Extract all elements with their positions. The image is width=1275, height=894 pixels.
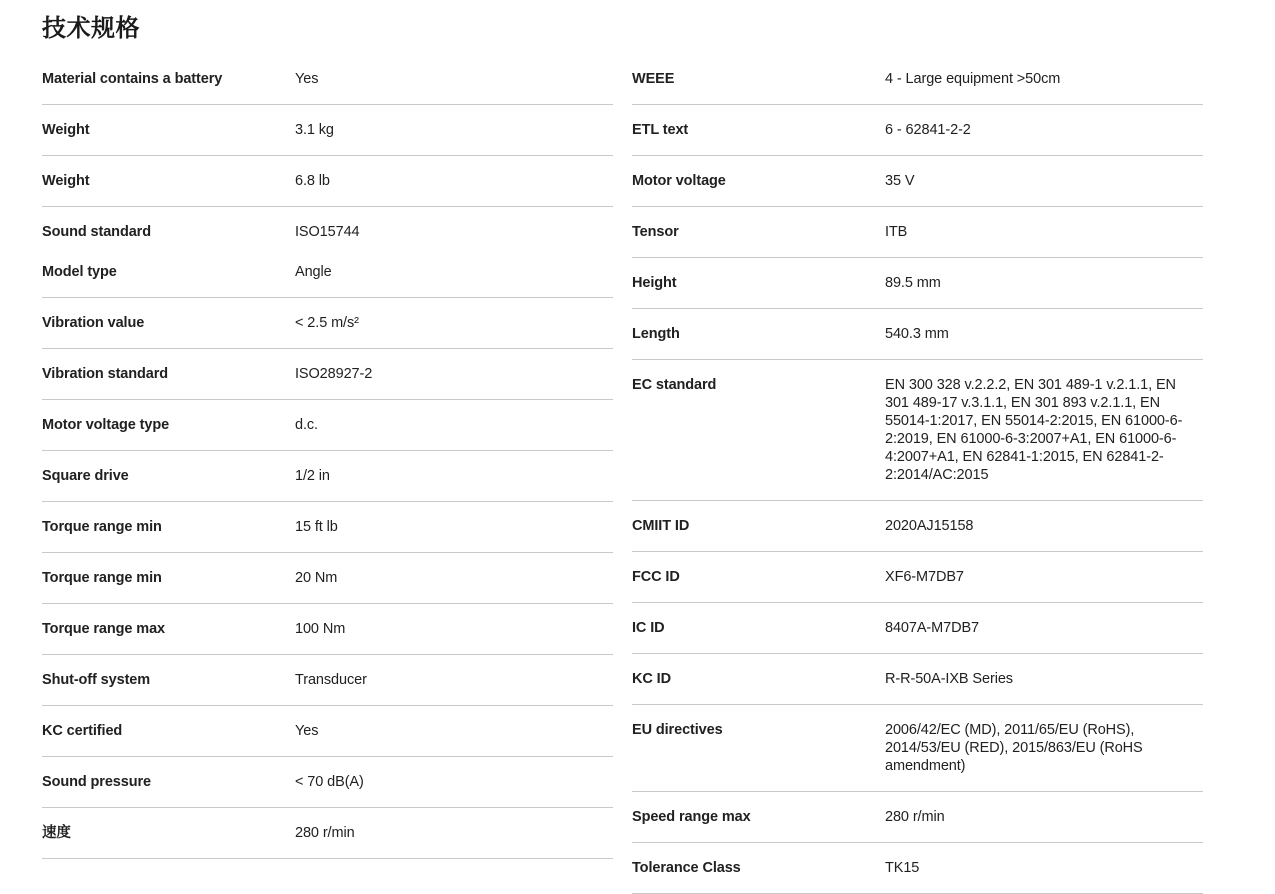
spec-value: Yes: [295, 71, 319, 87]
spec-value: 6 - 62841-2-2: [885, 122, 971, 138]
spec-label: Material contains a battery: [42, 71, 223, 87]
spec-pair: [42, 824, 613, 842]
spec-row: [42, 298, 613, 349]
spec-row: [42, 808, 613, 859]
spec-pair: [42, 70, 613, 88]
spec-pair: [632, 808, 1203, 826]
spec-row: [632, 501, 1203, 552]
spec-pair: [42, 518, 613, 536]
spec-pair: [42, 365, 613, 383]
spec-label: Sound standard: [42, 224, 151, 240]
spec-value: 8407A-M7DB7: [885, 620, 980, 636]
spec-value: 280 r/min: [885, 809, 945, 825]
spec-label: Torque range min: [42, 519, 162, 535]
spec-pair: [42, 620, 613, 638]
spec-value: ISO15744: [295, 224, 360, 240]
spec-pair: [42, 121, 613, 139]
spec-value: ISO28927-2: [295, 366, 373, 382]
spec-label: Square drive: [42, 468, 129, 484]
spec-row: [42, 553, 613, 604]
spec-pair: [632, 376, 1203, 484]
spec-label: CMIIT ID: [632, 518, 690, 534]
spec-row: [42, 502, 613, 553]
spec-label: KC ID: [632, 671, 671, 687]
spec-value: 2020AJ15158: [885, 518, 974, 534]
spec-page: [0, 8, 1275, 894]
spec-row: [632, 54, 1203, 105]
page-title: 技术规格: [42, 15, 140, 42]
spec-pair: [632, 670, 1203, 688]
spec-label: KC certified: [42, 723, 123, 739]
spec-pair: [632, 70, 1203, 88]
spec-label: Torque range max: [42, 621, 166, 637]
spec-value: < 70 dB(A): [295, 774, 364, 790]
spec-label: Model type: [42, 264, 117, 280]
spec-value: 540.3 mm: [885, 326, 949, 342]
spec-pair: [42, 467, 613, 485]
spec-pair: [632, 721, 1203, 775]
spec-label: Motor voltage type: [42, 417, 170, 433]
spec-row: [42, 706, 613, 757]
spec-row: [632, 654, 1203, 705]
spec-label: IC ID: [632, 620, 665, 636]
spec-row: [42, 54, 613, 105]
spec-value: 20 Nm: [295, 570, 338, 586]
spec-pair: [632, 274, 1203, 292]
spec-label: 速度: [42, 825, 71, 841]
spec-label: Tolerance Class: [632, 860, 741, 876]
spec-pair: [632, 121, 1203, 139]
spec-label: Height: [632, 275, 677, 291]
spec-row: [632, 792, 1203, 843]
spec-row: [42, 451, 613, 502]
spec-label: Shut-off system: [42, 672, 151, 688]
spec-label: EC standard: [632, 377, 717, 393]
spec-value: Transducer: [295, 672, 367, 688]
spec-value: 89.5 mm: [885, 275, 941, 291]
spec-label: Weight: [42, 173, 90, 189]
spec-pair: [42, 569, 613, 587]
spec-label: WEEE: [632, 71, 675, 87]
spec-value: 2006/42/EC (MD), 2011/65/EU (RoHS), 2014/53/EU (RED), 2015/863/EU (RoHS amendment): [885, 722, 1143, 774]
spec-label: ETL text: [632, 122, 689, 138]
spec-value: 280 r/min: [295, 825, 355, 841]
spec-row: [632, 360, 1203, 501]
spec-label: Vibration standard: [42, 366, 169, 382]
spec-row: [632, 207, 1203, 258]
spec-value: 15 ft lb: [295, 519, 338, 535]
spec-pair: [42, 223, 613, 241]
spec-row: [632, 705, 1203, 792]
spec-label: Speed range max: [632, 809, 751, 825]
spec-label: Sound pressure: [42, 774, 151, 790]
spec-row: [42, 105, 613, 156]
spec-label: FCC ID: [632, 569, 680, 585]
spec-pair: [42, 671, 613, 689]
spec-pair: [632, 859, 1203, 877]
spec-row: [42, 207, 613, 298]
spec-value: TK15: [885, 860, 920, 876]
spec-label: Weight: [42, 122, 90, 138]
spec-value: XF6-M7DB7: [885, 569, 964, 585]
spec-label: Torque range min: [42, 570, 162, 586]
spec-row: [632, 309, 1203, 360]
spec-row: [632, 105, 1203, 156]
spec-label: Motor voltage: [632, 173, 726, 189]
spec-pair: [632, 568, 1203, 586]
spec-pair: [632, 619, 1203, 637]
spec-label: Length: [632, 326, 680, 342]
spec-pair: [632, 325, 1203, 343]
spec-value: 100 Nm: [295, 621, 346, 637]
spec-value: d.c.: [295, 417, 318, 433]
spec-row: [632, 603, 1203, 654]
spec-row: [42, 604, 613, 655]
spec-row: [42, 655, 613, 706]
spec-value: EN 300 328 v.2.2.2, EN 301 489-1 v.2.1.1, EN 301 489-17 v.3.1.1, EN 301 893 v.2.1.1, EN 55014-1:2017, EN 55014-2:2015, EN 61000-6-2:2019, EN 61000-6-3:2007+A1, EN 61000-6-4:2007+A1, EN 62841-1:2015, EN 62841-2-2:2014/AC:2015: [885, 377, 1183, 483]
spec-label: EU directives: [632, 722, 723, 738]
spec-row: [42, 757, 613, 808]
spec-row: [42, 156, 613, 207]
spec-value: 35 V: [885, 173, 915, 189]
spec-pair: [42, 416, 613, 434]
spec-row: [632, 156, 1203, 207]
spec-value: R-R-50A-IXB Series: [885, 671, 1013, 687]
spec-pair: [42, 263, 613, 281]
spec-column-right: [632, 54, 1203, 894]
spec-pair: [42, 773, 613, 791]
spec-pair: [632, 172, 1203, 190]
spec-label: Tensor: [632, 224, 679, 240]
spec-value: < 2.5 m/s²: [295, 315, 359, 331]
spec-column-left: [42, 54, 613, 894]
spec-value: 4 - Large equipment >50cm: [885, 71, 1061, 87]
spec-row: [632, 552, 1203, 603]
spec-pair: [42, 314, 613, 332]
spec-value: Angle: [295, 264, 332, 280]
spec-row: [42, 400, 613, 451]
spec-row: [42, 349, 613, 400]
spec-label: Vibration value: [42, 315, 145, 331]
spec-table: [42, 54, 1203, 894]
spec-row: [632, 258, 1203, 309]
spec-value: Yes: [295, 723, 319, 739]
spec-row: [632, 843, 1203, 894]
spec-value: ITB: [885, 224, 908, 240]
spec-pair: [42, 172, 613, 190]
spec-value: 3.1 kg: [295, 122, 334, 138]
spec-value: 1/2 in: [295, 468, 330, 484]
spec-pair: [632, 223, 1203, 241]
spec-pair: [42, 722, 613, 740]
spec-value: 6.8 lb: [295, 173, 330, 189]
spec-pair: [632, 517, 1203, 535]
